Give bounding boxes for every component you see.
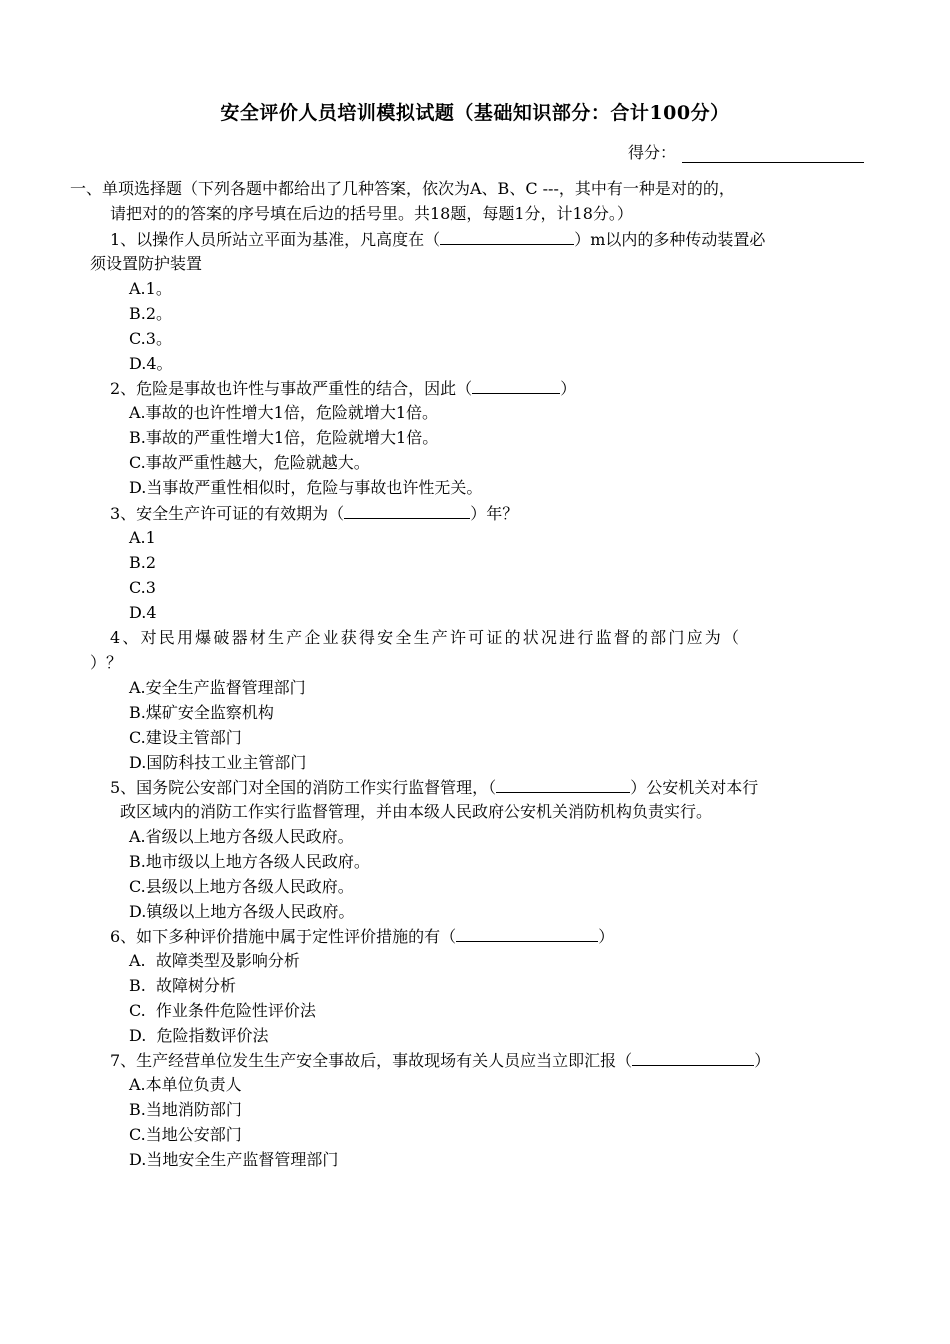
question-5-text-end: ）公安机关对本行 <box>630 778 759 797</box>
question-1-text: 1、以操作人员所站立平面为基准，凡高度在（ <box>110 230 441 249</box>
question-3-option-d: D.4 <box>129 603 157 622</box>
question-1 <box>110 229 765 250</box>
question-1-text-end: ）m以内的多种传动装置必 <box>574 230 766 249</box>
question-1-option-d: D.4。 <box>129 354 173 373</box>
question-7-option-b: B.当地消防部门 <box>129 1100 242 1119</box>
question-2-answer-blank[interactable] <box>472 378 560 394</box>
question-3-option-a: A.1 <box>129 528 156 547</box>
question-2-option-b: B.事故的严重性增大1倍，危险就增大1倍。 <box>129 428 439 447</box>
question-1-option-a: A.1。 <box>129 279 172 298</box>
question-5-text: 5、国务院公安部门对全国的消防工作实行监督管理，（ <box>110 778 497 797</box>
question-3-option-c: C.3 <box>129 578 156 597</box>
question-7-option-d: D.当地安全生产监督管理部门 <box>129 1150 339 1169</box>
question-1-continuation: 须设置防护装置 <box>90 254 203 273</box>
question-1-answer-blank[interactable] <box>440 229 574 245</box>
question-2 <box>110 378 576 399</box>
question-2-text-end: ） <box>560 379 577 398</box>
score-label: 得分： <box>628 143 677 162</box>
question-4-option-d: D.国防科技工业主管部门 <box>129 753 307 772</box>
question-7-text: 7、生产经营单位发生生产安全事故后，事故现场有关人员应当立即汇报（ <box>110 1051 633 1070</box>
question-7-text-end: ） <box>754 1051 771 1070</box>
question-4-option-b: B.煤矿安全监察机构 <box>129 703 274 722</box>
question-5-option-c: C.县级以上地方各级人民政府。 <box>129 877 354 896</box>
question-5-option-d: D.镇级以上地方各级人民政府。 <box>129 902 355 921</box>
question-2-text: 2、危险是事故也许性与事故严重性的结合，因此（ <box>110 379 473 398</box>
page-title: 安全评价人员培训模拟试题（基础知识部分：合计100分） <box>220 102 730 124</box>
question-3-text: 3、安全生产许可证的有效期为（ <box>110 504 345 523</box>
question-3-option-b: B.2 <box>129 553 157 572</box>
question-1-option-c: C.3。 <box>129 329 172 348</box>
question-2-option-c: C.事故严重性越大，危险就越大。 <box>129 453 370 472</box>
question-6-option-b: B. 故障树分析 <box>129 976 237 995</box>
question-7-option-a: A.本单位负责人 <box>129 1075 242 1094</box>
score-blank[interactable] <box>682 146 864 163</box>
question-4-option-c: C.建设主管部门 <box>129 728 242 747</box>
section-heading-line1: 一、单项选择题（下列各题中都给出了几种答案，依次为A、B、C ---，其中有一种是对的的， <box>70 179 735 198</box>
question-6-option-c: C. 作业条件危险性评价法 <box>129 1001 316 1020</box>
question-5-option-b: B.地市级以上地方各级人民政府。 <box>129 852 370 871</box>
question-5-continuation: 政区域内的消防工作实行监督管理，并由本级人民政府公安机关消防机构负责实行。 <box>120 802 713 821</box>
question-6-text-end: ） <box>598 927 615 946</box>
question-5-option-a: A.省级以上地方各级人民政府。 <box>129 827 354 846</box>
question-1-option-b: B.2。 <box>129 304 173 323</box>
question-6-option-a: A. 故障类型及影响分析 <box>129 951 300 970</box>
question-2-option-a: A.事故的也许性增大1倍，危险就增大1倍。 <box>129 403 439 422</box>
question-7-option-c: C.当地公安部门 <box>129 1125 242 1144</box>
question-6-option-d: D. 危险指数评价法 <box>129 1026 269 1045</box>
question-5-answer-blank[interactable] <box>496 777 630 793</box>
question-7 <box>110 1050 770 1071</box>
question-7-answer-blank[interactable] <box>632 1050 754 1066</box>
question-3-answer-blank[interactable] <box>344 503 470 519</box>
question-5 <box>110 777 758 798</box>
score-field <box>628 140 864 163</box>
question-4-continuation: ）？ <box>90 653 123 672</box>
question-6-answer-blank[interactable] <box>456 926 598 942</box>
question-4: 4、对民用爆破器材生产企业获得安全生产许可证的状况进行监督的部门应为（ <box>110 628 742 647</box>
question-4-option-a: A.安全生产监督管理部门 <box>129 678 306 697</box>
section-heading-line2: 请把对的的答案的序号填在后边的括号里。共18题，每题1分，计18分。） <box>110 204 633 223</box>
question-6 <box>110 926 614 947</box>
question-3 <box>110 503 518 524</box>
question-6-text: 6、如下多种评价措施中属于定性评价措施的有（ <box>110 927 457 946</box>
question-3-text-end: ）年？ <box>470 504 519 523</box>
question-2-option-d: D.当事故严重性相似时，危险与事故也许性无关。 <box>129 478 483 497</box>
